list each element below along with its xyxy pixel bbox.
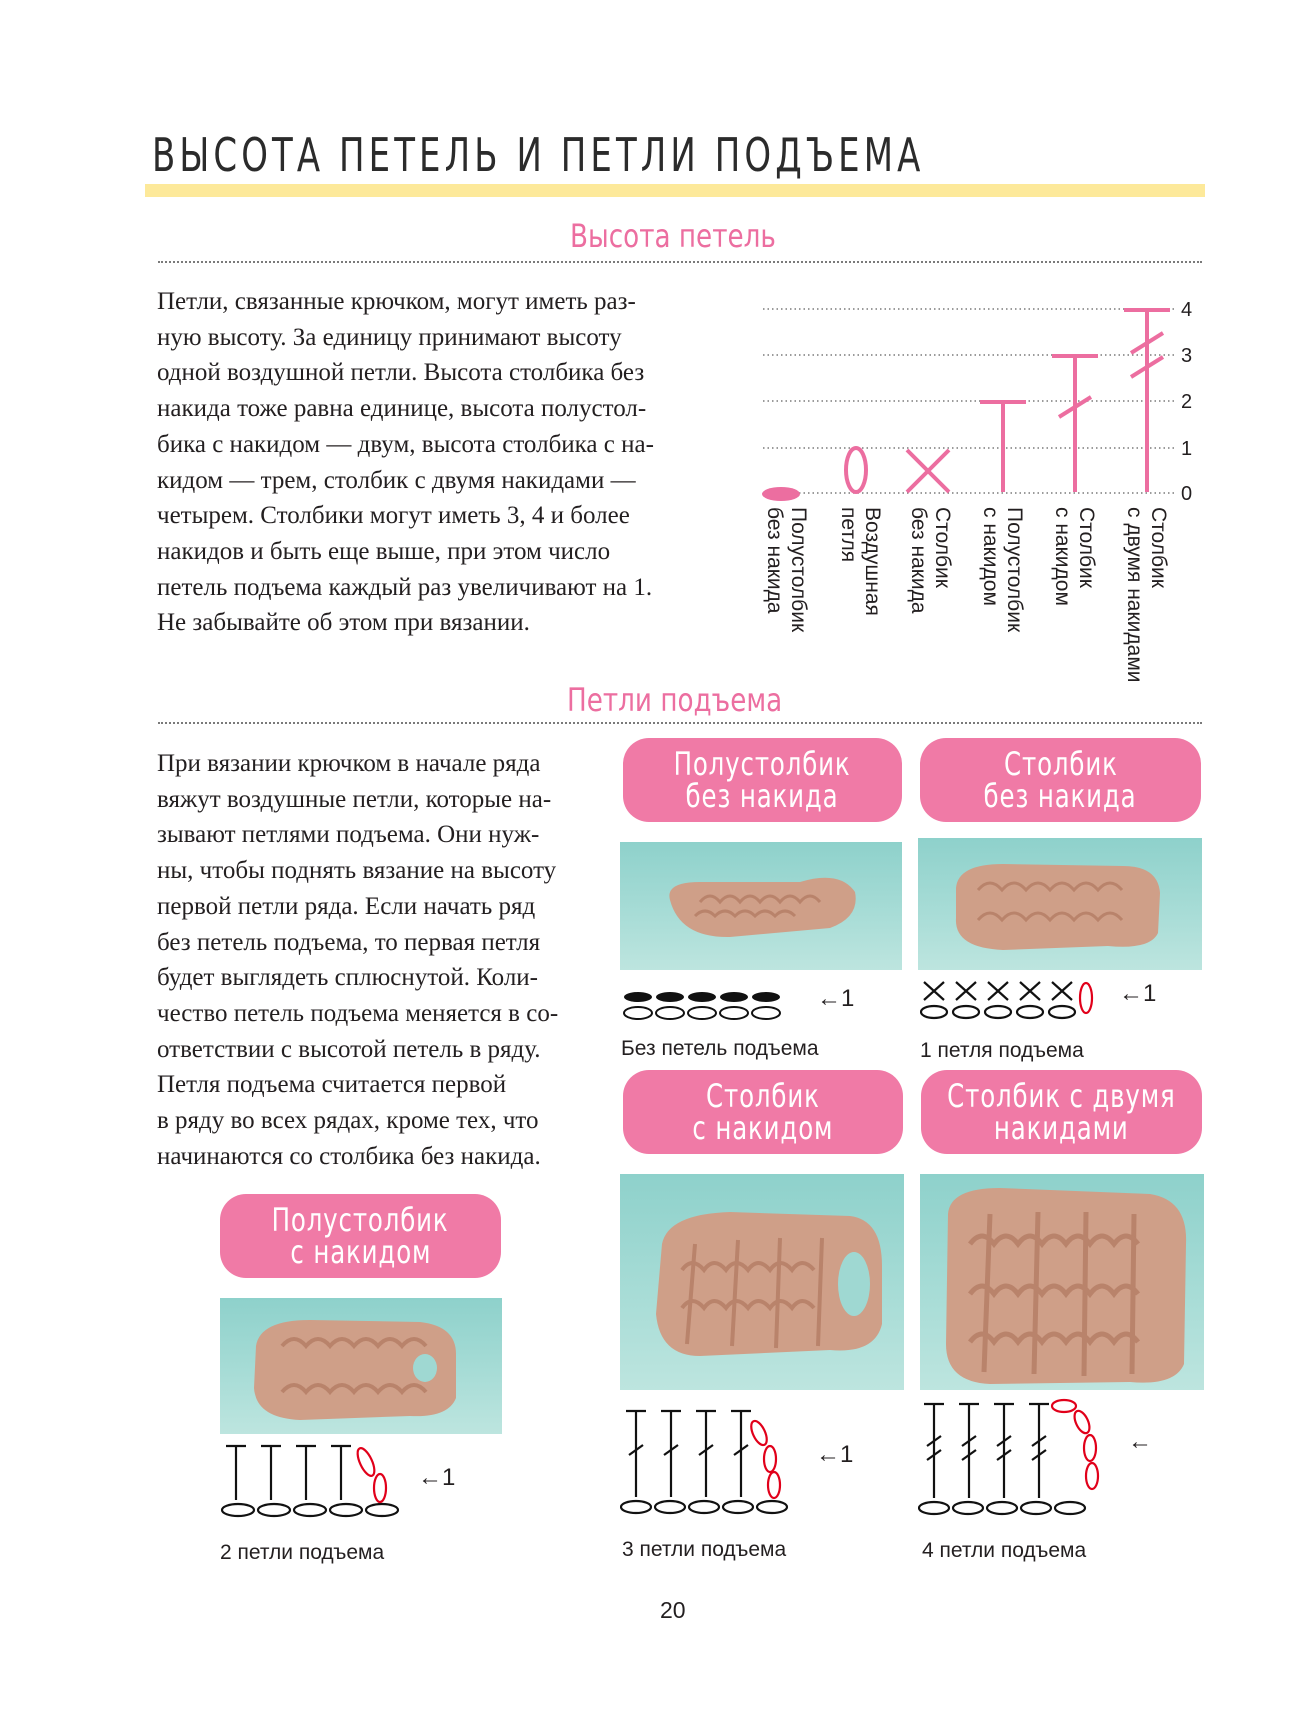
paragraph-line: Петли, связанные крючком, могут иметь раз- — [157, 288, 636, 315]
row-arrow-label: ← — [1128, 1428, 1152, 1455]
single-crochet-symbol — [907, 450, 949, 492]
yarn-swatch-single-crochet — [918, 838, 1202, 970]
section-divider — [158, 261, 1202, 263]
sample-title-half-double-crochet: Полустолбик с накидом — [220, 1194, 501, 1278]
turning-chains-paragraph — [157, 746, 558, 1174]
row-arrow-label: ←1 — [418, 1464, 456, 1491]
scale-tick-1: 1 — [1181, 438, 1193, 460]
diagram-treble-crochet — [918, 1398, 1108, 1518]
scale-tick-3: 3 — [1181, 345, 1193, 367]
caption-single-crochet: 1 петля подъема — [920, 1039, 1084, 1062]
scale-tick-4: 4 — [1181, 299, 1193, 321]
paragraph-line: одной воздушной петли. Высота столбика без — [157, 359, 645, 387]
paragraph-line: чество петель подъема меняется в со- — [157, 999, 559, 1027]
paragraph-line: вяжут воздушные петли, которые на- — [157, 785, 552, 813]
caption-slip-stitch: Без петель подъема — [621, 1037, 819, 1060]
photo-double-crochet-sample — [620, 1174, 904, 1390]
row-arrow-label: ←1 — [1119, 980, 1157, 1007]
paragraph-line: будет выглядеть сплюснутой. Коли- — [157, 964, 538, 992]
paragraph-line: накида тоже равна единице, высота полустол- — [157, 395, 647, 423]
diagram-slip-stitch — [620, 985, 800, 1025]
sample-title-slip-stitch: Полустолбик без накида — [623, 738, 902, 822]
sample-title-treble-crochet: Столбик с двумя накидами — [921, 1070, 1202, 1154]
treble-crochet-symbol — [1124, 310, 1170, 492]
paragraph-line: При вязании крючком в начале ряда — [157, 750, 541, 777]
slip-stitch-symbol — [762, 487, 800, 501]
paragraph-line: первой петли ряда. Если начать ряд — [157, 892, 536, 920]
photo-half-double-crochet-sample — [220, 1298, 502, 1434]
section-divider — [158, 722, 1202, 724]
paragraph-line: ответствии с высотой петель в ряду. — [157, 1035, 541, 1063]
yarn-swatch-double-crochet — [620, 1174, 904, 1390]
caption-double-crochet: 3 петли подъема — [622, 1538, 787, 1561]
paragraph-line: кидом — трем, столбик с двумя накидами — — [157, 466, 636, 494]
caption-half-double-crochet: 2 петли подъема — [220, 1541, 385, 1564]
scale-label-slip-stitch: Полустолбик без накида — [763, 507, 810, 633]
diagram-single-crochet — [920, 978, 1100, 1022]
sample-title-double-crochet: Столбик с накидом — [623, 1070, 903, 1154]
paragraph-line: Петля подъема считается первой — [157, 1071, 507, 1099]
title-underline-bar — [145, 184, 1205, 197]
yarn-swatch-slip-stitch — [620, 842, 902, 970]
half-double-crochet-symbol — [980, 402, 1026, 492]
yarn-swatch-half-double-crochet — [220, 1298, 502, 1434]
paragraph-line: бика с накидом — двум, высота столбика с на- — [157, 430, 654, 458]
paragraph-line: в ряду во всех рядах, кроме тех, что — [157, 1107, 539, 1135]
row-arrow-label: ←1 — [816, 1441, 854, 1468]
scale-label-double-crochet: Столбик с накидом — [1051, 507, 1098, 606]
stitch-height-paragraph — [157, 284, 654, 641]
paragraph-line: Не забывайте об этом при вязании. — [157, 609, 530, 637]
paragraph-line: без петель подъема, то первая петля — [157, 928, 541, 956]
diagram-half-double-crochet — [220, 1440, 410, 1520]
paragraph-line: четырем. Столбики могут иметь 3, 4 и более — [157, 502, 630, 530]
photo-single-crochet-sample — [918, 838, 1202, 970]
stitch-height-scale — [755, 285, 1215, 705]
scale-label-treble-crochet: Столбик с двумя накидами — [1123, 507, 1170, 683]
section-heading-turning-chains: Петли подъема — [567, 681, 783, 719]
double-crochet-symbol — [1052, 356, 1098, 492]
stitch-height-chart — [755, 285, 1215, 505]
paragraph-line: начинаются со столбика без накида. — [157, 1142, 541, 1170]
scale-tick-0: 0 — [1181, 483, 1193, 505]
yarn-swatch-treble-crochet — [920, 1174, 1204, 1390]
scale-tick-2: 2 — [1181, 391, 1193, 413]
photo-slip-stitch-sample — [620, 842, 902, 970]
paragraph-line: петель подъема каждый раз увеличивают на 1. — [157, 573, 653, 601]
paragraph-line: ную высоту. За единицу принимают высоту — [157, 323, 622, 351]
scale-label-chain-stitch: Воздушная петля — [837, 507, 884, 616]
paragraph-line: ны, чтобы поднять вязание на высоту — [157, 857, 557, 885]
diagram-double-crochet — [620, 1405, 800, 1517]
caption-treble-crochet: 4 петли подъема — [922, 1539, 1087, 1562]
page-number: 20 — [660, 1597, 686, 1623]
sample-title-single-crochet: Столбик без накида — [920, 738, 1201, 822]
chain-stitch-symbol — [846, 448, 866, 492]
paragraph-line: зывают петлями подъема. Они нуж- — [157, 821, 540, 849]
page-title: ВЫСОТА ПЕТЕЛЬ И ПЕТЛИ ПОДЪЕМА — [152, 128, 925, 182]
photo-treble-crochet-sample — [920, 1174, 1204, 1390]
scale-label-half-double-crochet: Полустолбик с накидом — [979, 507, 1026, 633]
paragraph-line: накидов и быть еще выше, при этом число — [157, 537, 611, 565]
row-arrow-label: ←1 — [817, 985, 855, 1012]
section-heading-stitch-height: Высота петель — [570, 217, 776, 255]
scale-label-single-crochet: Столбик без накида — [907, 507, 954, 614]
